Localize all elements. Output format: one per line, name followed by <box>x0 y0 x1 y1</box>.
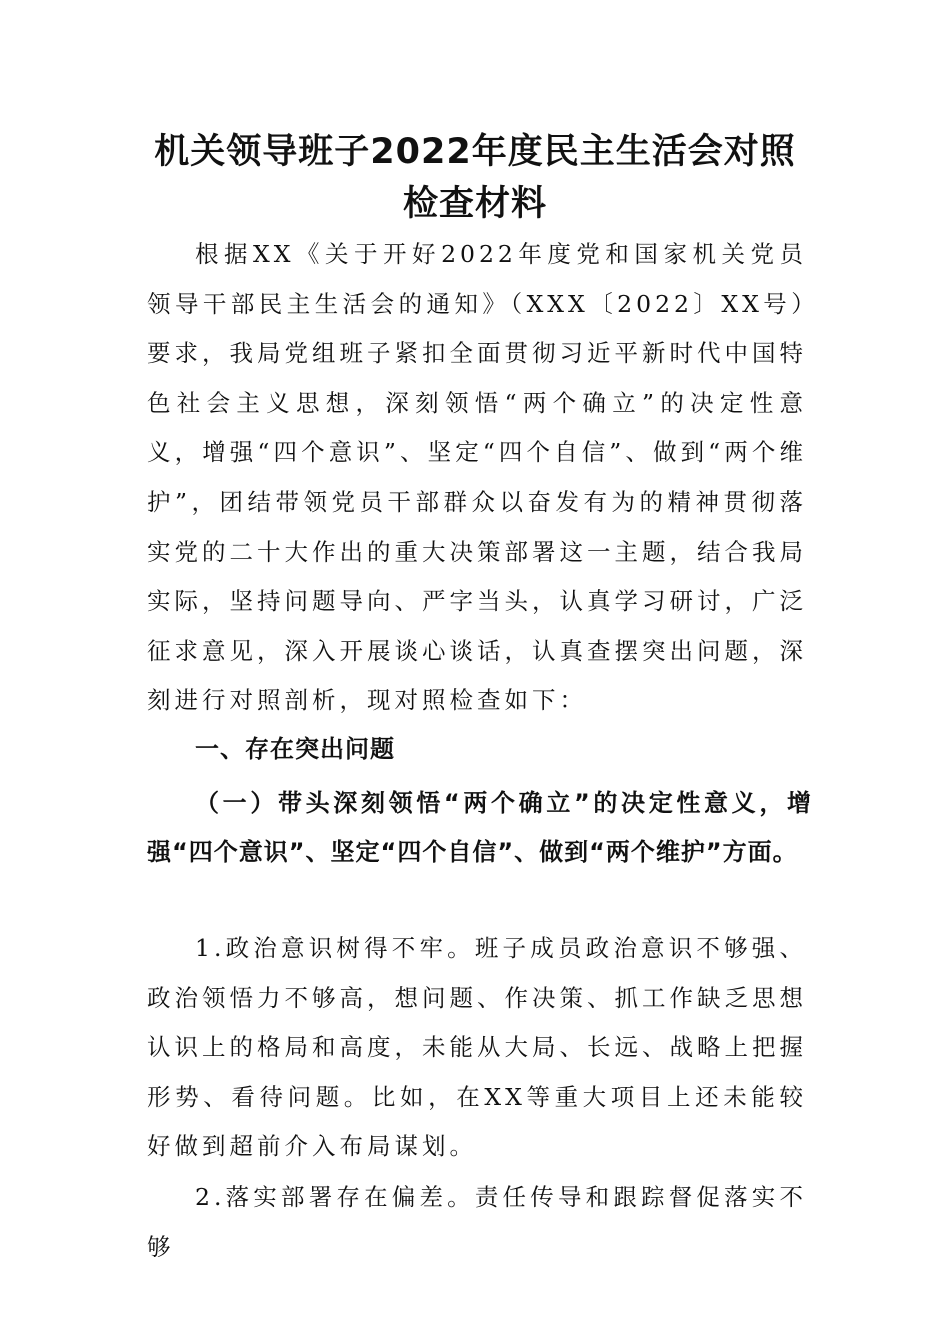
item2-paragraph: 2.落实部署存在偏差。责任传导和跟踪督促落实不够 <box>147 1183 807 1261</box>
document-title-line2: 检查材料 <box>402 184 547 224</box>
intro-paragraph: 根据XX《关于开好2022年度党和国家机关党员领导干部民主生活会的通知》（XXX〔2022〕XX号）要求，我局党组班子紧扣全面贯彻习近平新时代中国特色社会主义思想，深刻领悟“两个确立”的决定性意义，增强“四个意识”、坚定“四个自信”、做到“两个维护”，团结带领党员干部群众以奋发有为的精神贯彻落实党的二十大作出的重大决策部署这一主题，结合我局实际，坚持问题导向、严字当头，认真学习研讨，广泛征求意见，深入开展谈心谈话，认真查摆突出问题，深刻进行对照剖析，现对照检查如下： <box>147 240 807 715</box>
subsection-heading: （一）带头深刻领悟“两个确立”的决定性意义，增强“四个意识”、坚定“四个自信”、做到“两个维护”方面。 <box>147 789 812 866</box>
item1-paragraph: 1.政治意识树得不牢。班子成员政治意识不够强、政治领悟力不够高，想问题、作决策、抓工作缺乏思想认识上的格局和高度，未能从大局、长远、战略上把握形势、看待问题。比如，在XX等重大项目上还未能较好做到超前介入布局谋划。 <box>147 934 807 1161</box>
section-heading: 一、存在突出问题 <box>195 735 395 763</box>
document-title-line1: 机关领导班子2022年度民主生活会对照 <box>154 132 796 172</box>
